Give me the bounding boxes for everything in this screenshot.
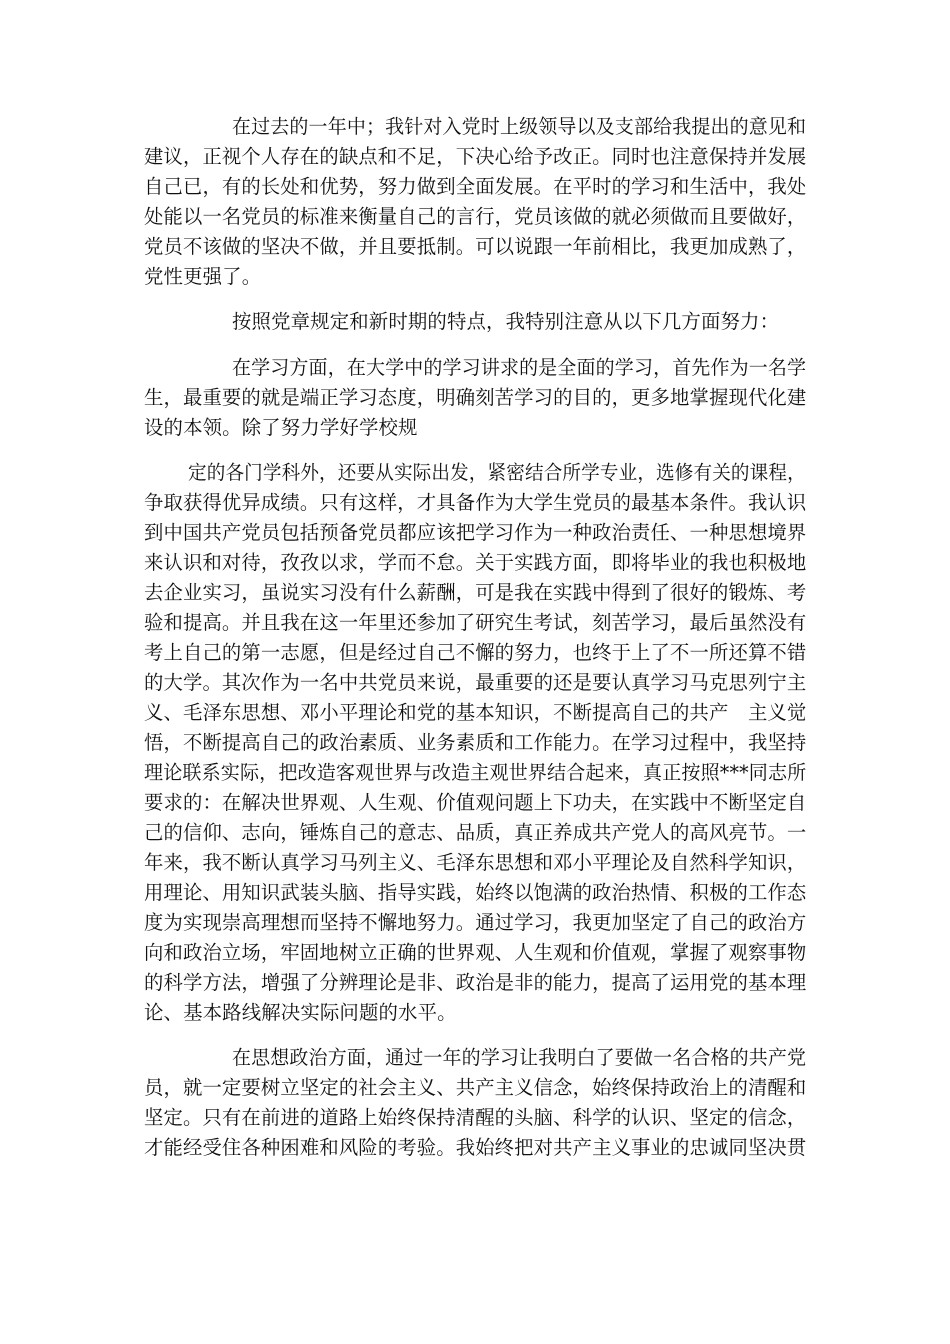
text-line: 的大学。其次作为一名中共党员来说，最重要的还是要认真学习马克思列宁主	[144, 671, 807, 694]
text-line: 生，最重要的就是端正学习态度，明确刻苦学习的目的，更多地掌握现代化建	[144, 386, 807, 409]
text-line: 建议，正视个人存在的缺点和不足，下决心给予改正。同时也注意保持并发展	[144, 145, 807, 168]
text-line: 度为实现崇高理想而坚持不懈地努力。通过学习，我更加坚定了自己的政治方	[144, 911, 807, 934]
text-line: 在过去的一年中；我针对入党时上级领导以及支部给我提出的意见和	[232, 115, 807, 138]
text-line: 员，就一定要树立坚定的社会主义、共产主义信念，始终保持政治上的清醒和	[144, 1076, 807, 1099]
text-line: 在学习方面，在大学中的学习讲求的是全面的学习，首先作为一名学	[232, 356, 807, 379]
text-line: 处能以一名党员的标准来衡量自己的言行，党员该做的就必须做而且要做好，	[144, 205, 807, 228]
text-line: 定的各门学科外，还要从实际出发，紧密结合所学专业，选修有关的课程，	[188, 461, 806, 484]
text-line: 用理论、用知识武装头脑、指导实践，始终以饱满的政治热情、积极的工作态	[144, 881, 807, 904]
text-line: 的科学方法，增强了分辨理论是非、政治是非的能力，提高了运用党的基本理	[144, 971, 807, 994]
text-line: 到中国共产党员包括预备党员都应该把学习作为一种政治责任、一种思想境界	[144, 521, 807, 544]
text-line: 论、基本路线解决实际问题的水平。	[144, 1001, 457, 1024]
text-line: 争取获得优异成绩。只有这样，才具备作为大学生党员的最基本条件。我认识	[144, 491, 807, 514]
text-line: 才能经受住各种困难和风险的考验。我始终把对共产主义事业的忠诚同坚决贯	[144, 1136, 807, 1159]
text-line: 设的本领。除了努力学好学校规	[144, 416, 418, 439]
text-line: 理论联系实际，把改造客观世界与改造主观世界结合起来，真正按照***同志所	[144, 761, 807, 784]
text-line: 在思想政治方面，通过一年的学习让我明白了要做一名合格的共产党	[232, 1046, 807, 1069]
text-line: 要求的：在解决世界观、人生观、价值观问题上下功夫，在实践中不断坚定自	[144, 791, 807, 814]
text-line: 年来，我不断认真学习马列主义、毛泽东思想和邓小平理论及自然科学知识，	[144, 851, 807, 874]
text-line: 考上自己的第一志愿，但是经过自己不懈的努力，也终于上了不一所还算不错	[144, 641, 807, 664]
text-line: 自己已，有的长处和优势，努力做到全面发展。在平时的学习和生活中，我处	[144, 175, 807, 198]
text-line: 党性更强了。	[144, 265, 262, 288]
text-line: 来认识和对待，孜孜以求，学而不怠。关于实践方面，即将毕业的我也积极地	[144, 551, 807, 574]
text-line: 悟，不断提高自己的政治素质、业务素质和工作能力。在学习过程中，我坚持	[144, 731, 807, 754]
text-line: 去企业实习，虽说实习没有什么薪酬，可是我在实践中得到了很好的锻炼、考	[144, 581, 807, 604]
text-line: 己的信仰、志向，锤炼自己的意志、品质，真正养成共产党人的高风亮节。一	[144, 821, 807, 844]
text-line: 义、毛泽东思想、邓小平理论和党的基本知识，不断提高自己的共产 主义觉	[144, 701, 807, 724]
text-line: 验和提高。并且我在这一年里还参加了研究生考试，刻苦学习，最后虽然没有	[144, 611, 807, 634]
text-line: 按照党章规定和新时期的特点，我特别注意从以下几方面努力：	[232, 310, 780, 333]
text-line: 向和政治立场，牢固地树立正确的世界观、人生观和价值观，掌握了观察事物	[144, 941, 807, 964]
text-line: 党员不该做的坚决不做，并且要抵制。可以说跟一年前相比，我更加成熟了，	[144, 235, 807, 258]
text-line: 坚定。只有在前进的道路上始终保持清醒的头脑、科学的认识、坚定的信念，	[144, 1106, 807, 1129]
